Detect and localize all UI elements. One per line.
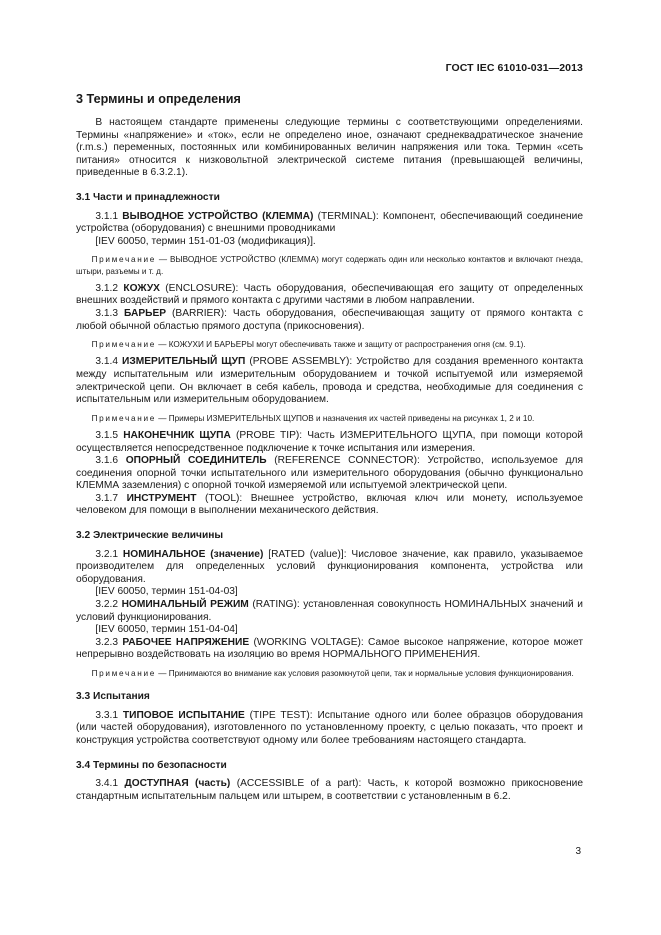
term-3-2-2: 3.2.2 НОМИНАЛЬНЫЙ РЕЖИМ (RATING): установленная совокупность НОМИНАЛЬНЫХ значений и условий функционирования. bbox=[76, 599, 583, 623]
section-title: 3 Термины и определения bbox=[76, 92, 241, 106]
note-3-2-3: Примечание — Принимаются во внимание как условия разомкнутой цепи, так и нормальные условия функционирования. bbox=[91, 669, 574, 678]
subsection-title-3-1: 3.1 Части и принадлежности bbox=[76, 191, 220, 203]
term-3-1-1: 3.1.1 ВЫВОДНОЕ УСТРОЙСТВО (КЛЕММА) (TERMINAL): Компонент, обеспечивающий соединение устройства (оборудования) с внешними проводниками bbox=[76, 210, 583, 235]
term-3-2-1: 3.2.1 НОМИНАЛЬНОЕ (значение) [RATED (value)]: Числовое значение, как правило, указываемое производителем для определенных условий функционирования компонента, устройства или оборудования. bbox=[76, 548, 583, 585]
reference-3-2-1: [IEV 60050, термин 151-04-03] bbox=[95, 586, 238, 598]
subsection-title-3-2: 3.2 Электрические величины bbox=[76, 530, 224, 542]
term-3-4-1: 3.4.1 ДОСТУПНАЯ (часть) (ACCESSIBLE of a part): Часть, к которой возможно прикосновение стандартным испытательным пальцем или штырем, в соответствии с установленным в 6.2. bbox=[76, 778, 583, 802]
term-3-1-6: 3.1.6 ОПОРНЫЙ СОЕДИНИТЕЛЬ (REFERENCE CONNECTOR): Устройство, используемое для соединения опорной точки испытательного или измерительного оборудования (обычно функционально КЛЕММА заземления) с опорной точкой измеряемой или испытуемой электрической цепи. bbox=[76, 455, 583, 492]
note-3-1-3: Примечание — КОЖУХИ И БАРЬЕРЫ могут обеспечивать также и защиту от распространения огня (см. 9.1). bbox=[91, 340, 526, 350]
subsection-title-3-4: 3.4 Термины по безопасности bbox=[76, 759, 227, 771]
term-3-1-7: 3.1.7 ИНСТРУМЕНТ (TOOL): Внешнее устройство, включая ключ или монету, используемое человеком для помощи в выполнении механического действия. bbox=[76, 492, 583, 517]
note-3-1-4: Примечание — Примеры ИЗМЕРИТЕЛЬНЫХ ЩУПОВ и назначения их частей приведены на рисунках 1, 2 и 10. bbox=[91, 413, 535, 423]
subsection-title-3-3: 3.3 Испытания bbox=[76, 691, 150, 703]
term-3-1-2: 3.1.2 КОЖУХ (ENCLOSURE): Часть оборудования, обеспечивающая его защиту от определенных внешних воздействий и прямого контакта с другими частями в любом направлении. bbox=[76, 282, 583, 307]
term-3-1-5: 3.1.5 НАКОНЕЧНИК ЩУПА (PROBE TIP): Часть ИЗМЕРИТЕЛЬНОГО ЩУПА, при помощи которой осуществляется непосредственное подключение к точке испытания или измерения. bbox=[76, 429, 583, 454]
note-3-1-1: Примечание — ВЫВОДНОЕ УСТРОЙСТВО (КЛЕММА) могут содержать один или несколько контактов и включают гнезда, штыри, разъемы и т. д. bbox=[76, 255, 583, 276]
section-intro: В настоящем стандарте применены следующие термины с соответствующими определениями. Термины «напряжение» и «ток», если не определено иное, означают среднеквадратическое значение (r.m.s.) переменных, постоянных или комбинированных величин напряжения или тока. Термин «сеть питания» относится к низковольтной электрической системе питания (превышающей величины, приведенные в 6.3.2.1). bbox=[76, 117, 583, 179]
standard-header: ГОСТ IEC 61010-031—2013 bbox=[445, 62, 583, 74]
term-3-2-3: 3.2.3 РАБОЧЕЕ НАПРЯЖЕНИЕ (WORKING VOLTAGE): Самое высокое напряжение, которое может непрерывно воздействовать на изоляцию во время НОРМАЛЬНОГО ПРИМЕНЕНИЯ. bbox=[76, 636, 583, 661]
term-3-1-3: 3.1.3 БАРЬЕР (BARRIER): Часть оборудования, обеспечивающая защиту от прямого контакта с любой обычной областью прямого доступа (прикосновения). bbox=[76, 307, 583, 332]
page-number: 3 bbox=[575, 846, 581, 857]
reference-3-1-1: [IEV 60050, термин 151-01-03 (модификация)]. bbox=[95, 235, 316, 247]
page-content bbox=[76, 92, 583, 803]
reference-3-2-2: [IEV 60050, термин 151-04-04] bbox=[95, 624, 238, 636]
term-3-3-1: 3.3.1 ТИПОВОЕ ИСПЫТАНИЕ (TIPE TEST): Испытание одного или более образцов оборудования (или частей оборудования), изготовленного по установленному проекту, с целью показать, что проект и конструкция устройства соответствуют одному или более требованиям настоящего стандарта. bbox=[76, 709, 583, 746]
term-3-1-4: 3.1.4 ИЗМЕРИТЕЛЬНЫЙ ЩУП (PROBE ASSEMBLY): Устройство для создания временного контакта между испытательным или измерительным оборудованием и точкой испытуемой или измеряемой электрической цепи. Он включает в себя кабель, провода и средства, необходимые для соединения с испытательным или измерительным оборудованием. bbox=[76, 356, 583, 406]
